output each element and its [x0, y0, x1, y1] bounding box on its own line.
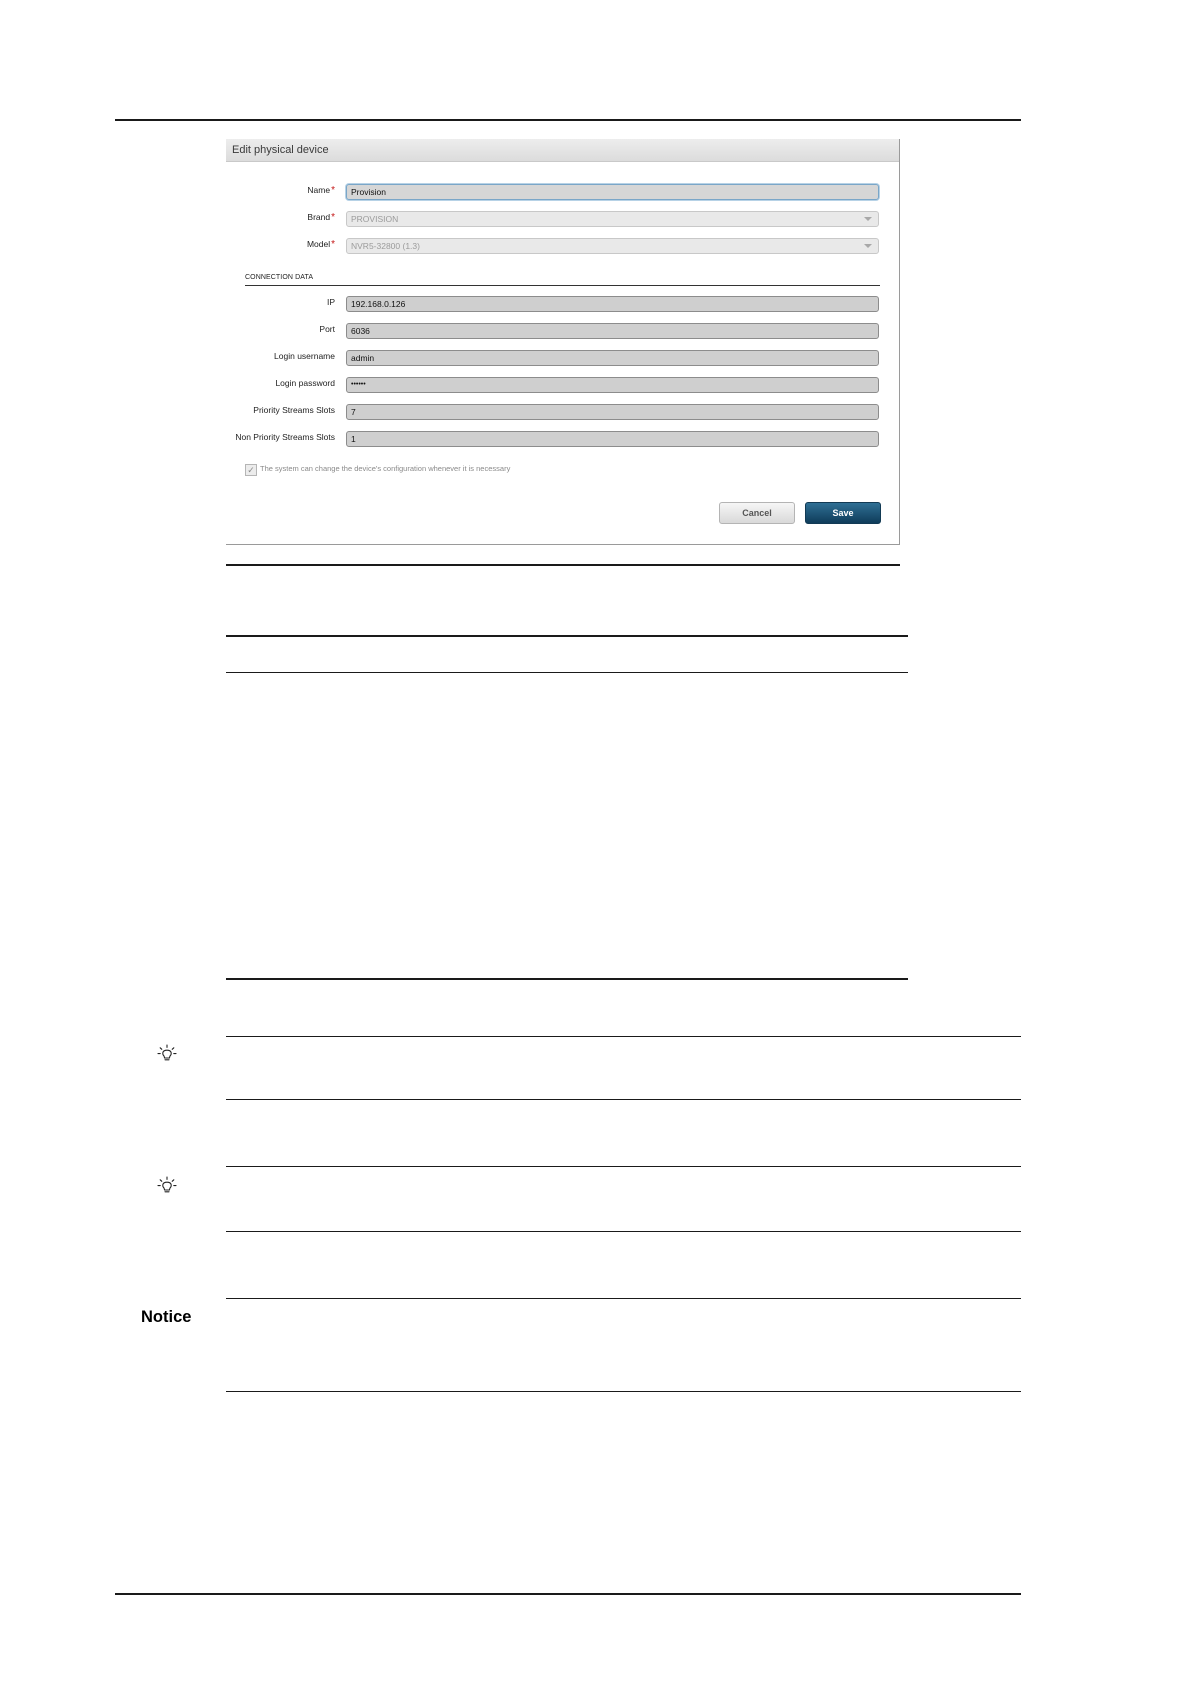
ip-input[interactable]: 192.168.0.126 — [346, 296, 879, 312]
tip-top-rule — [226, 1166, 1021, 1167]
table-bottom-rule — [226, 978, 908, 980]
model-select-value: NVR5-32800 (1.3) — [351, 241, 420, 251]
login-username-input[interactable]: admin — [346, 350, 879, 366]
login-password-label: Login password — [275, 378, 335, 388]
model-row — [226, 238, 900, 256]
notice-label: Notice — [141, 1308, 192, 1326]
chevron-down-icon — [864, 217, 872, 221]
notice-bottom-rule — [226, 1391, 1021, 1392]
connection-data-heading: CONNECTION DATA — [245, 274, 314, 281]
auto-config-checkbox[interactable]: ✓ — [245, 464, 257, 476]
name-row — [226, 184, 900, 202]
model-select[interactable] — [346, 238, 879, 254]
page-footer-rule — [115, 1593, 1021, 1595]
priority-slots-row — [226, 404, 900, 422]
ip-row — [226, 296, 900, 314]
non-priority-slots-row — [226, 431, 900, 449]
tip-top-rule — [226, 1036, 1021, 1037]
required-marker: * — [331, 185, 335, 196]
table-top-rule — [226, 635, 908, 637]
login-username-label: Login username — [274, 351, 335, 361]
lightbulb-icon — [156, 1043, 178, 1065]
brand-label: Brand* — [307, 212, 335, 223]
cancel-button[interactable]: Cancel — [719, 502, 795, 524]
port-input[interactable]: 6036 — [346, 323, 879, 339]
login-username-row — [226, 350, 900, 368]
port-row — [226, 323, 900, 341]
non-priority-slots-input[interactable]: 1 — [346, 431, 879, 447]
section-divider — [245, 285, 880, 286]
brand-select-value: PROVISION — [351, 214, 399, 224]
login-password-input[interactable]: •••••• — [346, 377, 879, 393]
brand-select[interactable] — [346, 211, 879, 227]
name-label: Name* — [307, 185, 335, 196]
login-password-row — [226, 377, 900, 395]
notice-top-rule — [226, 1298, 1021, 1299]
tip-bottom-rule — [226, 1099, 1021, 1100]
port-label: Port — [319, 324, 335, 334]
auto-config-label: The system can change the device's configuration whenever it is necessary — [260, 464, 511, 473]
tip-bottom-rule — [226, 1231, 1021, 1232]
required-marker: * — [331, 239, 335, 250]
model-label: Model* — [306, 239, 335, 250]
edit-physical-device-dialog — [226, 139, 900, 545]
chevron-down-icon — [864, 244, 872, 248]
lightbulb-icon — [156, 1175, 178, 1197]
non-priority-slots-label: Non Priority Streams Slots — [235, 432, 335, 442]
ip-label: IP — [326, 297, 335, 307]
figure-caption-rule — [226, 564, 900, 566]
required-marker: * — [331, 212, 335, 223]
table-header-rule — [226, 672, 908, 673]
dialog-title: Edit physical device — [226, 139, 899, 162]
page-header-rule — [115, 119, 1021, 121]
priority-slots-label: Priority Streams Slots — [253, 405, 335, 415]
priority-slots-input[interactable]: 7 — [346, 404, 879, 420]
save-button[interactable]: Save — [805, 502, 881, 524]
brand-row — [226, 211, 900, 229]
name-input[interactable]: Provision — [346, 184, 879, 200]
